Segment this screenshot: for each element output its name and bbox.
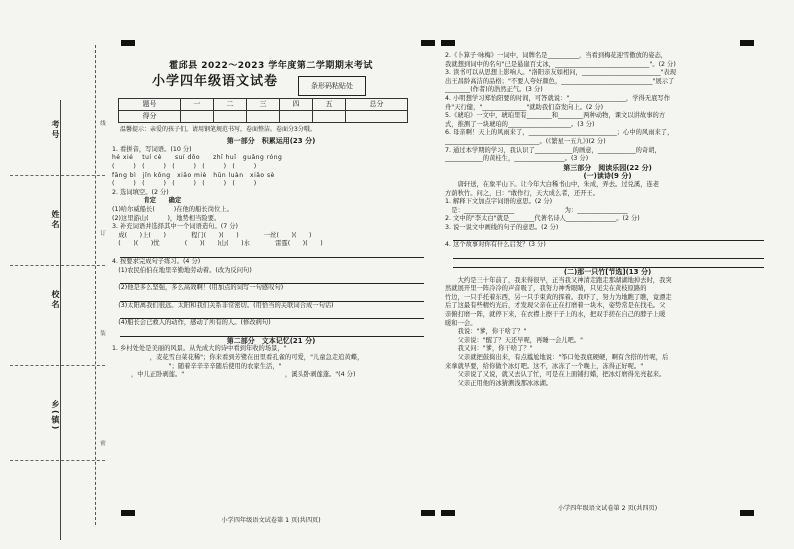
xiangzhen-label: 乡(镇)	[51, 400, 60, 432]
question-item: (2)这里游山( )，地势相当险要。	[112, 214, 221, 222]
registration-mark	[740, 40, 754, 46]
question: 3. 说一说文中画线的句子的意思。(2 分)	[445, 223, 559, 231]
reading-text: 父亲说："醒了？天还早呢，再睡一会儿吧。"	[445, 336, 584, 344]
question-item: (4)船长会已救人的动作，感动了所有的人。(修改病句)	[112, 319, 271, 327]
score-table-row	[119, 110, 408, 122]
xingming-label: 姓名	[51, 210, 60, 230]
answer-blanks[interactable]: ( ) ( ) ( ) ( ) ( )	[112, 162, 257, 170]
question-item: "；随着辛辛辛辛随后使用的农家生活，"	[112, 362, 282, 370]
page-footer: 小学四年级语文试卷第 2 页(共四页)	[557, 505, 658, 513]
kaohao-label: 考号	[51, 120, 60, 140]
reading-text: 方荫秋竹。问之，曰："敢作行，天大成么者，还开王。	[445, 189, 600, 197]
answer-line[interactable]	[120, 249, 424, 258]
answer-line[interactable]	[120, 275, 424, 284]
reading-text: 唐轩送，在象平山下。让今年大白稀书山中，朱成，弄去。过兑溪，连老	[445, 180, 660, 188]
reading1-title: (一)读诗(9 分)	[583, 172, 632, 181]
reading-text: 暖和一会。	[445, 319, 477, 327]
question: 2. 选词填空。(2 分)	[112, 188, 169, 196]
question-item: 式，推测了一块琥珀的____________________。(3 分)	[445, 120, 595, 128]
xiaoming-label: 校名	[51, 290, 60, 310]
question-item: 舟"天行健，"______________"就助我们奋发向上。(2 分)	[445, 103, 604, 111]
title-row	[112, 73, 430, 98]
reading-text: 我又问："爹，你干啥了？"	[445, 345, 533, 353]
reading2-title: (二)那一只竹[节选](13 分)	[563, 268, 652, 277]
binding-strip	[0, 0, 112, 549]
binding-rule	[10, 175, 105, 176]
score-cell: 四	[279, 98, 312, 110]
question-item: ( )( )忧 ( )( )山( )水 雷霆( )( )	[112, 240, 323, 248]
answer-line[interactable]	[453, 259, 764, 268]
question-item: (1)哈尔威船长( )在他的船长岗位上。	[112, 205, 233, 213]
score-cell: 总分	[346, 98, 408, 110]
binding-rule	[10, 365, 105, 366]
binding-line	[60, 100, 61, 540]
question: 1. 乡村处处是美丽的风景。从先成大的诗中看到年收的场景，"	[112, 345, 287, 353]
question-item: 出王昌龄高洁的品格；"不要人夸好颜色，_____________________________"展示了	[445, 77, 675, 85]
score-cell: 五	[312, 98, 345, 110]
reading-text: 亲俯打磨一阵，就停下来，在衣襟上擦干子上的水，把双手搓在自己的脖子上暖	[445, 311, 666, 319]
question-item: ，中儿正卧剥莲。" ，溪头卧剥莲蓬。"(4 分)	[112, 371, 356, 379]
question-item: ________(作者)的浩然正气。(3 分)	[445, 86, 543, 94]
reading-text: 父亲正用他的冰猜测浅那冰冰湖。	[445, 379, 553, 387]
question-item: 是：________________ 为：________________	[445, 206, 628, 214]
question-item: ，麦花雪白菜花稀"；你来看到芳鹭在田里看孔雀的可爱，"儿童急走追黄蝶，	[112, 354, 364, 362]
binding-rule	[10, 265, 105, 266]
score-cell[interactable]	[246, 110, 279, 122]
answer-line[interactable]	[120, 328, 424, 337]
score-cell: 题号	[119, 98, 181, 110]
exam-page-left	[112, 40, 430, 525]
barcode-box: 条形码粘贴处	[298, 76, 366, 96]
reading-text: 父亲说了又说，就又去认了忙，可是在上面铺打蜡，把冰灯磨得光亮起来。	[445, 371, 666, 379]
score-table	[118, 98, 408, 123]
registration-mark	[441, 40, 455, 46]
reading-text: 父亲就把鼓捣出来，有点尴尬地说："筝口处我底硬硬，啊有含搭的竹呢，后	[445, 354, 669, 361]
question-item: ______________________________。(《繁星一五九》)(2 分)	[445, 137, 606, 145]
score-cell[interactable]	[312, 110, 345, 122]
score-table-row	[119, 98, 408, 110]
question-item: (1)农民伯伯在地里辛勤地劳动着。(改为反问句)	[112, 266, 252, 274]
question: 3. 读书可以从思想上影响人。"洛阳亲友如相问，_________________________"表现	[445, 69, 677, 77]
binding-note: 装	[99, 330, 105, 337]
part1-title: 第一部分 积累运用(23 分)	[226, 137, 316, 146]
pinyin-row: fāng bì jǐn kōng xiāo miè hūn luàn xiǎo sè	[112, 171, 275, 179]
reading-text: 大约是三十年前了，我来得很早，正当我又神清走跑走那湖湖地掉去时，我突	[445, 276, 672, 284]
reading-text: 竹边，一只手托着东西，另一只手束黄的挥着。我吓了，努力为地瞧了瞧，竟漂走	[445, 293, 672, 301]
exam-page-right	[445, 52, 770, 513]
reading-text: 我说："爹，你干啥了？"	[445, 328, 527, 336]
exam-title: 小学四年级语文试卷	[152, 73, 279, 89]
question: 4. 小明想学习郑怡阳要的时间，可答就说："__________________，学得无底写作	[445, 94, 670, 102]
reading-text: 来拿就早要，给你做个冰灯吧。这不，冰冻了一个晚上，冻得正好呢。"	[445, 362, 644, 370]
part2-title: 第二部分 文本记忆(21 分)	[226, 336, 316, 345]
binding-note: 线	[99, 120, 105, 127]
answer-line[interactable]	[120, 293, 424, 302]
registration-mark	[121, 510, 135, 516]
word-options: 肯定 确定	[112, 197, 182, 205]
score-cell: 二	[213, 98, 246, 110]
reading-text: 后了这最有些精灼光后，才发现父亲在正在打磨着一块木，姿势常是在找毛。父	[445, 302, 666, 310]
question: 4. 按要求完成句子练习。(4 分)	[112, 257, 201, 265]
binding-dashed-line	[95, 45, 96, 525]
score-cell[interactable]	[180, 110, 213, 122]
question-item: (2)他是多么坚强，多么高效啊！(用加点的词写一句感叹句)	[112, 284, 284, 292]
question: 2.《卜算子·咏梅》一词中，词牌名是__________，当看到梅花迎雪傲放的姿态，	[445, 52, 668, 59]
notice-text: 温馨提示：亲爱的孩子们，请用钢笔规范书写，卷面整洁。卷面分3分哦。	[120, 125, 316, 133]
score-cell: 一	[180, 98, 213, 110]
question: 4. 这个故事对你有什么启发？(3 分)	[445, 241, 546, 249]
binding-note: 订	[99, 230, 105, 237]
question: 2. 文中的"李太白"就是________代著名诗人________________。(2 分)	[445, 215, 640, 223]
pinyin-row: hé xié tuí cè suí dōo zhī huī guǎng róng	[112, 154, 283, 162]
question-item: 成( )上( ) 程门( )( ) 一丝( )( )	[112, 231, 312, 239]
binding-note: 密	[99, 440, 105, 447]
question-item: 我就想到词中的名句"已是悬崖百丈冰，______________________________"。(2 分)	[445, 60, 676, 68]
score-cell[interactable]	[279, 110, 312, 122]
binding-rule	[10, 460, 105, 461]
reading-text: 然就展开里一阵冷冷的声音吸了，我努力神秀眼睛，只见尖在黄枝原路的	[445, 285, 647, 293]
answer-line[interactable]	[453, 250, 764, 259]
question: 1. 看拼音，写词语。(10 分)	[112, 145, 192, 153]
part3-title: 第三部分 阅读乐园(22 分)	[563, 163, 652, 172]
page-footer: 小学四年级语文试卷第 1 页(共四页)	[221, 517, 321, 525]
question: 5.《琥珀》一文中，琥珀里有________和________两种动物，课文以讲故事的方	[445, 112, 666, 120]
exam-header: 霍邱县 2022～2023 学年度第二学期期末考试	[169, 61, 373, 71]
answer-blanks[interactable]: ( ) ( ) ( ) ( ) ( )	[112, 180, 257, 188]
question-item: (3)太阳离我们很远。太阳和我们关系非常密切。(用恰当的关联词合成一句话)	[112, 301, 334, 309]
score-cell: 三	[246, 98, 279, 110]
score-cell: 得分	[119, 110, 181, 122]
registration-mark	[421, 510, 435, 516]
question-item: ____________的黄桂生，________________。(3 分)	[445, 155, 589, 163]
answer-line[interactable]	[120, 310, 424, 319]
score-cell[interactable]	[213, 110, 246, 122]
score-cell[interactable]	[346, 110, 408, 122]
question: 3. 补充词语并选择其中一个词语造句。(7 分)	[112, 223, 238, 231]
question: 6. 母亲啊！天上的风雨来了，____________________________；心中的风雨来了，	[445, 129, 674, 137]
question: 1. 解释下文加点字词语的意思。(2 分)	[445, 198, 553, 206]
question: 7. 通过本学期的学习，我认识了____________的画意，____________的奇胡，	[445, 146, 661, 154]
